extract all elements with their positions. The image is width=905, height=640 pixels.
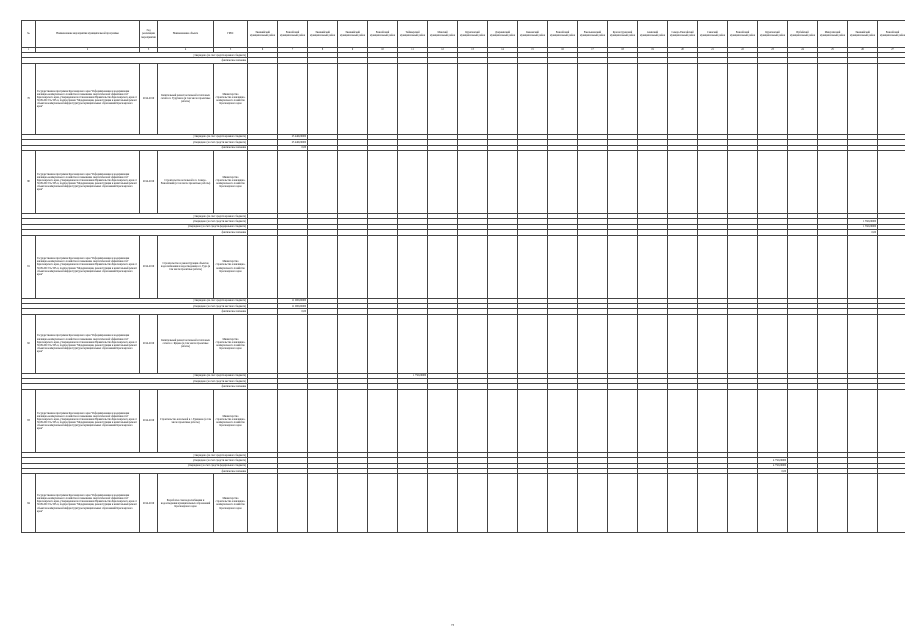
implementation-years: 2014-2019 xyxy=(140,63,158,134)
value-cell xyxy=(368,150,398,213)
column-header: № xyxy=(22,21,36,48)
value-cell xyxy=(638,235,668,298)
grbs-name: Министерство строительства и жилищно-коммунального хозяйства Красноярского края xyxy=(214,150,248,213)
value-cell: 4 750,00000 xyxy=(758,458,788,463)
value-cell xyxy=(458,63,488,134)
value-cell xyxy=(308,63,338,134)
value-cell xyxy=(398,235,428,298)
value-cell xyxy=(248,474,278,533)
value-cell xyxy=(818,63,848,134)
value-cell: 4 750,00000 xyxy=(758,463,788,468)
value-cell xyxy=(548,474,578,533)
row-number: 80 xyxy=(22,150,36,213)
value-cell xyxy=(758,150,788,213)
measure-row xyxy=(22,235,905,298)
value-cell xyxy=(668,389,698,452)
value-cell xyxy=(788,63,818,134)
value-cell xyxy=(398,150,428,213)
implementation-years: 2014-2019 xyxy=(140,314,158,373)
column-number: 19 xyxy=(638,48,668,53)
column-header: Кежемский муниципальный район xyxy=(518,21,548,48)
programme-description: Государственная программа Красноярского края "Реформирование и модернизация жилищно-коммунального хозяйства и повышение энергетической эффективности" Красноярского края, утвержденная постановлением Правительства Красноярского края от 30.09.2013 № 503-п, подпрограмма "Модернизация, реконструкция и капитальный ремонт объектов коммунальной инфраструктуры муниципальных образований Красноярского края" xyxy=(36,389,140,452)
value-cell xyxy=(578,474,608,533)
value-cell xyxy=(848,235,878,298)
value-cell xyxy=(788,389,818,452)
column-header: Курагинский муниципальный район xyxy=(758,21,788,48)
value-cell xyxy=(758,314,788,373)
measure-row xyxy=(22,474,905,533)
value-cell xyxy=(488,314,518,373)
value-cell xyxy=(548,314,578,373)
column-header: Енисейский муниципальный район xyxy=(368,21,398,48)
column-header: Енисейский муниципальный район xyxy=(728,21,758,48)
grbs-name: Министерство строительства и жилищно-коммунального хозяйства Красноярского края xyxy=(214,235,248,298)
value-cell xyxy=(488,63,518,134)
value-cell xyxy=(668,314,698,373)
measure-row xyxy=(22,150,905,213)
value-cell xyxy=(278,474,308,533)
column-number: 21 xyxy=(698,48,728,53)
value-cell: 11 000,00000 xyxy=(278,303,308,308)
value-cell xyxy=(488,389,518,452)
column-header: Дзержинский муниципальный район xyxy=(488,21,518,48)
column-header: Минусинский муниципальный район xyxy=(818,21,848,48)
value-cell xyxy=(368,235,398,298)
grbs-name: Министерство строительства и жилищно-коммунального хозяйства Красноярского края xyxy=(214,314,248,373)
value-cell: 0,00 xyxy=(848,230,878,235)
value-cell xyxy=(428,63,458,134)
column-number: 6 xyxy=(248,48,278,53)
value-cell xyxy=(518,150,548,213)
value-cell xyxy=(728,389,758,452)
value-cell xyxy=(248,314,278,373)
value-cell: 11 000,00000 xyxy=(278,298,308,303)
implementation-years: 2014-2019 xyxy=(140,150,158,213)
row-number: 84 xyxy=(22,474,36,533)
value-cell xyxy=(698,474,728,533)
programme-description: Государственная программа Красноярского края "Реформирование и модернизация жилищно-коммунального хозяйства и повышение энергетической эффективности" Красноярского края, утвержденная постановлением Правительства Красноярского края от 30.09.2013 № 503-п, подпрограмма "Модернизация, реконструкция и капитальный ремонт объектов коммунальной инфраструктуры муниципальных образований Красноярского края" xyxy=(36,474,140,533)
value-cell: 25 446,00000 xyxy=(278,134,308,139)
value-cell xyxy=(308,389,338,452)
column-number: 15 xyxy=(518,48,548,53)
value-cell xyxy=(308,235,338,298)
programme-table xyxy=(21,20,905,533)
value-cell xyxy=(638,389,668,452)
value-cell: 1 350,00000 xyxy=(848,219,878,224)
value-cell xyxy=(458,474,488,533)
value-cell xyxy=(428,314,458,373)
value-cell xyxy=(308,474,338,533)
value-cell xyxy=(878,314,905,373)
column-number: 27 xyxy=(878,48,905,53)
value-cell xyxy=(278,314,308,373)
value-cell xyxy=(488,150,518,213)
value-cell xyxy=(878,150,905,213)
column-number: 23 xyxy=(758,48,788,53)
value-cell xyxy=(368,314,398,373)
funding-label: фактическое значение xyxy=(22,145,248,150)
grbs-name: Министерство строительства и жилищно-коммунального хозяйства Красноярского края xyxy=(214,474,248,533)
value-cell: 0,00 xyxy=(278,309,308,314)
measure-row xyxy=(22,63,905,134)
value-cell xyxy=(518,474,548,533)
column-header: Таймырский муниципальный район xyxy=(398,21,428,48)
funding-label: утверждено (за счет средств краевого бюджета) xyxy=(22,373,248,378)
funding-label: утверждено (за счет средств местного бюджета) xyxy=(22,140,248,145)
row-number: 76 xyxy=(22,63,36,134)
value-cell xyxy=(548,63,578,134)
column-number: 7 xyxy=(278,48,308,53)
value-cell xyxy=(398,314,428,373)
column-header: Саянский муниципальный район xyxy=(698,21,728,48)
value-cell xyxy=(788,235,818,298)
value-cell xyxy=(488,235,518,298)
value-cell xyxy=(398,389,428,452)
column-number: 14 xyxy=(488,48,518,53)
value-cell xyxy=(698,150,728,213)
value-cell xyxy=(578,235,608,298)
column-header: Эвенкийский муниципальный район xyxy=(848,21,878,48)
column-header: ГРБС xyxy=(214,21,248,48)
value-cell xyxy=(248,235,278,298)
value-cell: 25 446,00000 xyxy=(278,140,308,145)
value-cell xyxy=(848,150,878,213)
funding-label: утверждено (за счет средств краевого бюджета) xyxy=(22,134,248,139)
value-cell xyxy=(818,235,848,298)
value-cell xyxy=(278,235,308,298)
header-row xyxy=(22,21,905,48)
value-cell xyxy=(338,150,368,213)
value-cell xyxy=(548,150,578,213)
value-cell xyxy=(278,150,308,213)
value-cell xyxy=(578,63,608,134)
column-header: Год реализации мероприятия xyxy=(140,21,158,48)
object-name: Строительство котельной в п. Северо-Енисейский (в том числе проектные работы) xyxy=(158,150,214,213)
value-cell xyxy=(698,314,728,373)
value-cell xyxy=(818,150,848,213)
column-number: 3 xyxy=(140,48,158,53)
column-number: 2 xyxy=(36,48,140,53)
value-cell xyxy=(608,150,638,213)
value-cell xyxy=(398,63,428,134)
value-cell xyxy=(728,474,758,533)
column-header: Енисейский муниципальный район xyxy=(878,21,905,48)
row-number: 83 xyxy=(22,389,36,452)
funding-label: утверждено (за счет средств краевого бюджета) xyxy=(22,213,248,218)
value-cell xyxy=(848,474,878,533)
object-name: Строительство котельной в с. Ермаково (в том числе проектные работы) xyxy=(158,389,214,452)
value-cell xyxy=(338,63,368,134)
value-cell xyxy=(458,150,488,213)
column-number: 8 xyxy=(308,48,338,53)
value-cell xyxy=(878,63,905,134)
column-header: Наименование мероприятия муниципальной программы xyxy=(36,21,140,48)
funding-label: утверждено (за счет средств краевого бюджета) xyxy=(22,452,248,457)
value-cell xyxy=(878,235,905,298)
value-cell xyxy=(668,474,698,533)
value-cell xyxy=(398,474,428,533)
value-cell xyxy=(848,314,878,373)
object-name: Капитальный ремонт котельной и тепловых сетей в с. Ярцево (в том числе проектные работы) xyxy=(158,314,214,373)
column-number: 10 xyxy=(368,48,398,53)
value-cell xyxy=(698,389,728,452)
value-cell xyxy=(428,235,458,298)
value-cell xyxy=(788,150,818,213)
row-number: 82 xyxy=(22,314,36,373)
object-name: Капитальный ремонт котельной и тепловых сетей в п. Туруханск (в том числе проектные работы) xyxy=(158,63,214,134)
column-header: Курагинский муниципальный район xyxy=(458,21,488,48)
value-cell xyxy=(278,63,308,134)
column-number: 5 xyxy=(214,48,248,53)
value-cell xyxy=(818,314,848,373)
value-cell: 1 350,00000 xyxy=(848,224,878,229)
value-cell xyxy=(638,314,668,373)
value-cell xyxy=(248,63,278,134)
value-cell xyxy=(788,314,818,373)
funding-label: фактическое значение xyxy=(22,230,248,235)
value-cell xyxy=(878,474,905,533)
column-header: Эвенкийский муниципальный район xyxy=(338,21,368,48)
programme-description: Государственная программа Красноярского края "Реформирование и модернизация жилищно-коммунального хозяйства и повышение энергетической эффективности" Красноярского края, утвержденная постановлением Правительства Красноярского края от 30.09.2013 № 503-п, подпрограмма "Модернизация, реконструкция и капитальный ремонт объектов коммунальной инфраструктуры муниципальных образований Красноярского края" xyxy=(36,235,140,298)
value-cell xyxy=(608,314,638,373)
value-cell xyxy=(518,235,548,298)
value-cell xyxy=(728,235,758,298)
funding-label: утверждено (за счет средств краевого бюджета) xyxy=(22,53,248,58)
grbs-name: Министерство строительства и жилищно-коммунального хозяйства Красноярского края xyxy=(214,389,248,452)
funding-label: утверждено (за счет средств краевого бюджета) xyxy=(22,298,248,303)
funding-label: утверждено (за счет средств местного бюджета) xyxy=(22,458,248,463)
value-cell xyxy=(458,235,488,298)
column-header: Ачинский муниципальный район xyxy=(638,21,668,48)
column-header: Наименование объекта xyxy=(158,21,214,48)
value-cell xyxy=(638,150,668,213)
value-cell xyxy=(428,150,458,213)
row-number: 81 xyxy=(22,235,36,298)
funding-label: утверждено (за счет средств местного бюджета) xyxy=(22,379,248,384)
value-cell xyxy=(758,389,788,452)
value-cell xyxy=(698,63,728,134)
column-number: 26 xyxy=(848,48,878,53)
value-cell xyxy=(758,235,788,298)
value-cell xyxy=(608,389,638,452)
measure-row xyxy=(22,389,905,452)
value-cell xyxy=(668,150,698,213)
value-cell xyxy=(368,474,398,533)
value-cell xyxy=(518,314,548,373)
value-cell xyxy=(548,235,578,298)
value-cell xyxy=(668,235,698,298)
column-header: Емельяновский муниципальный район xyxy=(578,21,608,48)
column-header: Северо-Енисейский муниципальный район xyxy=(668,21,698,48)
object-name: Строительство и реконструкция объектов водоснабжения и водоотведения в п. Тура (в том числе проектные работы) xyxy=(158,235,214,298)
value-cell xyxy=(758,63,788,134)
value-cell xyxy=(608,235,638,298)
implementation-years: 2014-2019 xyxy=(140,474,158,533)
value-cell xyxy=(308,314,338,373)
column-header: Манский муниципальный район xyxy=(428,21,458,48)
value-cell xyxy=(848,63,878,134)
column-header: Эвенкийский муниципальный район xyxy=(248,21,278,48)
value-cell: 0,00 xyxy=(278,145,308,150)
value-cell xyxy=(248,150,278,213)
value-cell xyxy=(608,474,638,533)
value-cell xyxy=(848,389,878,452)
column-number: 25 xyxy=(818,48,848,53)
value-cell xyxy=(458,314,488,373)
value-cell xyxy=(518,63,548,134)
value-cell xyxy=(878,389,905,452)
funding-label: утверждено (за счет средств местного бюджета) xyxy=(22,303,248,308)
column-number: 4 xyxy=(158,48,214,53)
value-cell xyxy=(758,474,788,533)
value-cell xyxy=(788,474,818,533)
value-cell xyxy=(638,474,668,533)
column-header: Енисейский муниципальный район xyxy=(548,21,578,48)
value-cell xyxy=(368,389,398,452)
implementation-years: 2014-2019 xyxy=(140,235,158,298)
value-cell: 1 750,00000 xyxy=(398,373,428,378)
value-cell xyxy=(698,235,728,298)
object-name: Разработка схем водоснабжения и водоотведения муниципальных образований Красноярского края xyxy=(158,474,214,533)
value-cell xyxy=(728,63,758,134)
column-header: Эвенкийский муниципальный район xyxy=(308,21,338,48)
column-header: Краснотуранский муниципальный район xyxy=(608,21,638,48)
value-cell xyxy=(548,389,578,452)
value-cell xyxy=(488,474,518,533)
column-number: 17 xyxy=(578,48,608,53)
value-cell xyxy=(278,389,308,452)
measure-row xyxy=(22,314,905,373)
column-number: 20 xyxy=(668,48,698,53)
value-cell xyxy=(368,63,398,134)
value-cell xyxy=(338,389,368,452)
programme-description: Государственная программа Красноярского края "Реформирование и модернизация жилищно-коммунального хозяйства и повышение энергетической эффективности" Красноярского края, утвержденная постановлением Правительства Красноярского края от 30.09.2013 № 503-п, подпрограмма "Модернизация, реконструкция и капитальный ремонт объектов коммунальной инфраструктуры муниципальных образований Красноярского края" xyxy=(36,314,140,373)
value-cell xyxy=(728,150,758,213)
value-cell xyxy=(818,389,848,452)
funding-label: фактическое значение xyxy=(22,469,248,474)
value-cell xyxy=(728,314,758,373)
column-number: 18 xyxy=(608,48,638,53)
programme-description: Государственная программа Красноярского края "Реформирование и модернизация жилищно-коммунального хозяйства и повышение энергетической эффективности" Красноярского края, утвержденная постановлением Правительства Красноярского края от 30.09.2013 № 503-п, подпрограмма "Модернизация, реконструкция и капитальный ремонт объектов коммунальной инфраструктуры муниципальных образований Красноярского края" xyxy=(36,63,140,134)
report-sheet xyxy=(21,20,905,533)
column-number: 24 xyxy=(788,48,818,53)
column-number: 13 xyxy=(458,48,488,53)
column-number: 12 xyxy=(428,48,458,53)
value-cell: 0,00 xyxy=(758,469,788,474)
grbs-name: Министерство строительства и жилищно-коммунального хозяйства Красноярского края xyxy=(214,63,248,134)
value-cell xyxy=(668,63,698,134)
page-number: 73 xyxy=(451,623,454,627)
funding-label: фактическое значение xyxy=(22,384,248,389)
column-number: 22 xyxy=(728,48,758,53)
value-cell xyxy=(338,314,368,373)
value-cell xyxy=(338,474,368,533)
column-header: Ирбейский муниципальный район xyxy=(788,21,818,48)
value-cell xyxy=(248,389,278,452)
funding-label: утверждено (за счет средств федерального бюджета) xyxy=(22,463,248,468)
value-cell xyxy=(578,389,608,452)
column-number: 11 xyxy=(398,48,428,53)
value-cell xyxy=(428,389,458,452)
value-cell xyxy=(578,314,608,373)
funding-label: фактическое значение xyxy=(22,58,248,63)
value-cell xyxy=(518,389,548,452)
programme-description: Государственная программа Красноярского края "Реформирование и модернизация жилищно-коммунального хозяйства и повышение энергетической эффективности" Красноярского края, утвержденная постановлением Правительства Красноярского края от 30.09.2013 № 503-п, подпрограмма "Модернизация, реконструкция и капитальный ремонт объектов коммунальной инфраструктуры муниципальных образований Красноярского края" xyxy=(36,150,140,213)
implementation-years: 2014-2019 xyxy=(140,389,158,452)
funding-label: утверждено (за счет средств местного бюджета) xyxy=(22,219,248,224)
funding-label: фактическое значение xyxy=(22,309,248,314)
value-cell xyxy=(608,63,638,134)
column-number: 16 xyxy=(548,48,578,53)
value-cell xyxy=(578,150,608,213)
value-cell xyxy=(428,474,458,533)
column-number: 1 xyxy=(22,48,36,53)
value-cell xyxy=(338,235,368,298)
funding-label: утверждено (за счет средств федерального бюджета) xyxy=(22,224,248,229)
column-number: 9 xyxy=(338,48,368,53)
value-cell xyxy=(818,474,848,533)
column-header: Енисейский муниципальный район xyxy=(278,21,308,48)
value-cell xyxy=(638,63,668,134)
value-cell xyxy=(308,150,338,213)
value-cell xyxy=(458,389,488,452)
